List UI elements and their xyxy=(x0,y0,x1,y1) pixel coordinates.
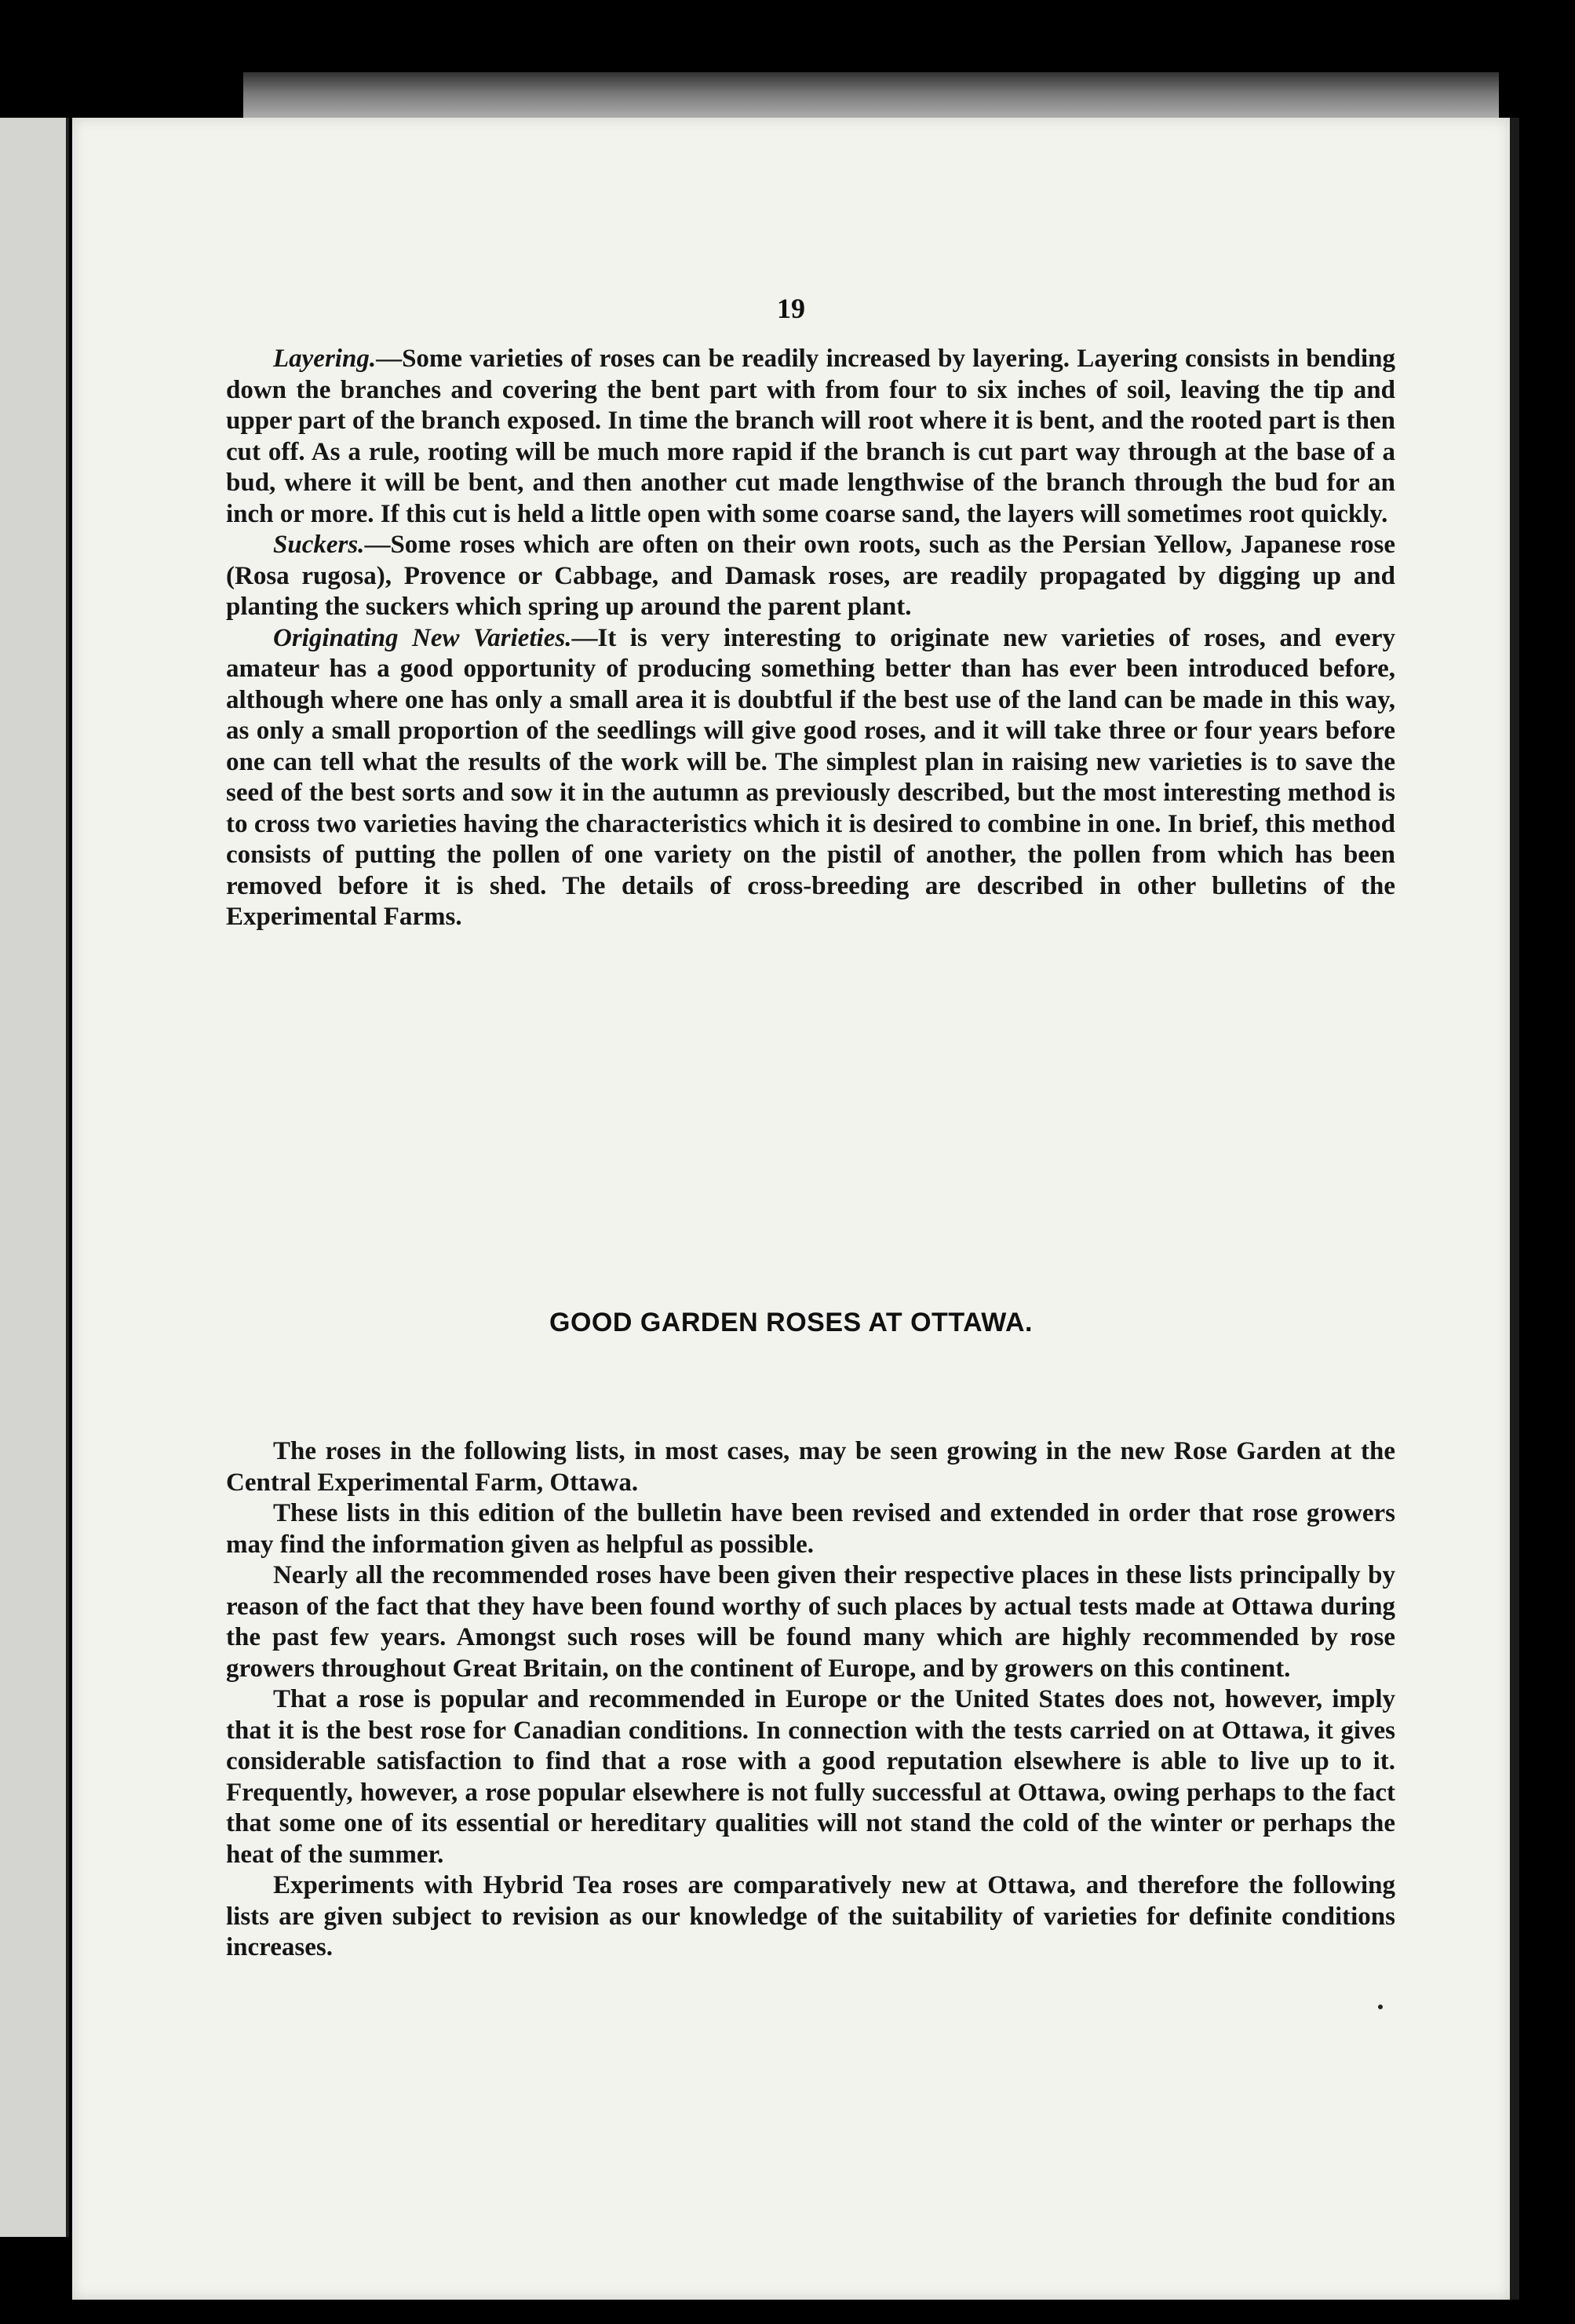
document-page xyxy=(72,118,1519,2300)
microfilm-edge xyxy=(243,72,1499,119)
paragraph-layering xyxy=(226,344,1395,530)
paragraph-text: —Some roses which are often on their own roots, such as the Persian Yellow, Japanese rose (Rosa rugosa), Provence or Cabbage, and Damask roses, are readily propagated by digging up and planting the suckers which spring up around the parent plant. xyxy=(226,531,1395,621)
run-in-heading: Layering. xyxy=(273,345,377,373)
paragraph-text: —It is very interesting to originate new varieties of roses, and every amateur has a good opportunity of producing something better than has ever been introduced before, although where one has only a small area it is doubtful if the best use of the land can be made in this way, as only a small proportion of the seedlings will give good roses, and it will take three or four years before one can tell what the results of the work will be. The simplest plan in raising new varieties is to save the seed of the best sorts and sow it in the autumn as previously described, but the most interesting method is to cross two varieties having the characteristics which it is desired to combine in one. In brief, this method consists of putting the pollen of one variety on the pistil of another, the pollen from which has been removed before it is shed. The details of cross-breeding are described in other bulletins of the Experimental Farms. xyxy=(226,623,1395,931)
paragraph-new-varieties xyxy=(226,623,1395,933)
section-heading: GOOD GARDEN ROSES AT OTTAWA. xyxy=(549,1308,1033,1337)
page-number: 19 xyxy=(777,293,805,324)
paragraph: Nearly all the recommended roses have been given their respective places in these lists principally by reason of the fact that they have been found worthy of such places by actual tests made at Ottawa during the past few years. Amongst such roses will be found many which are highly recommended by rose growers throughout Great Britain, on the continent of Europe, and by growers on this continent. xyxy=(226,1561,1395,1683)
paragraph-text: —Some varieties of roses can be readily increased by layering. Layering consists in bending down the branches and covering the bent part with from four to six inches of soil, leaving the tip and upper part of the branch exposed. In time the branch will root where it is bent, and the rooted part is then cut off. As a rule, rooting will be much more rapid if the branch is cut part way through at the base of a bud, where it will be bent, and then another cut made lengthwise of the branch through the bud for an inch or more. If this cut is held a little open with some coarse sand, the layers will sometimes root quickly. xyxy=(226,345,1395,528)
paragraph: Experiments with Hybrid Tea roses are comparatively new at Ottawa, and therefore the following lists are given subject to revision as our knowledge of the suitability of varieties for definite conditions increases. xyxy=(226,1871,1395,1961)
run-in-heading: Suckers. xyxy=(273,531,365,559)
paragraph: These lists in this edition of the bulletin have been revised and extended in order that rose growers may find the information given as helpful as possible. xyxy=(226,1499,1395,1559)
paragraph-suckers xyxy=(226,530,1395,623)
scan-speck xyxy=(1378,2005,1383,2009)
adjacent-page-edge xyxy=(0,118,69,2237)
ottawa-section xyxy=(226,1436,1395,1964)
run-in-heading: Originating New Varieties. xyxy=(273,623,572,652)
propagation-section xyxy=(226,344,1395,933)
paragraph: That a rose is popular and recommended in Europe or the United States does not, however, imply that it is the best rose for Canadian conditions. In connection with the tests carried on at Ottawa, it gives considerable satisfaction to find that a rose with a good reputation elsewhere is able to live up to it. Frequently, however, a rose popular elsewhere is not fully successful at Ottawa, owing perhaps to the fact that some one of its essential or hereditary qualities will not stand the cold of the winter or perhaps the heat of the summer. xyxy=(226,1685,1395,1869)
paragraph: The roses in the following lists, in most cases, may be seen growing in the new Rose Garden at the Central Experimental Farm, Ottawa. xyxy=(226,1437,1395,1497)
